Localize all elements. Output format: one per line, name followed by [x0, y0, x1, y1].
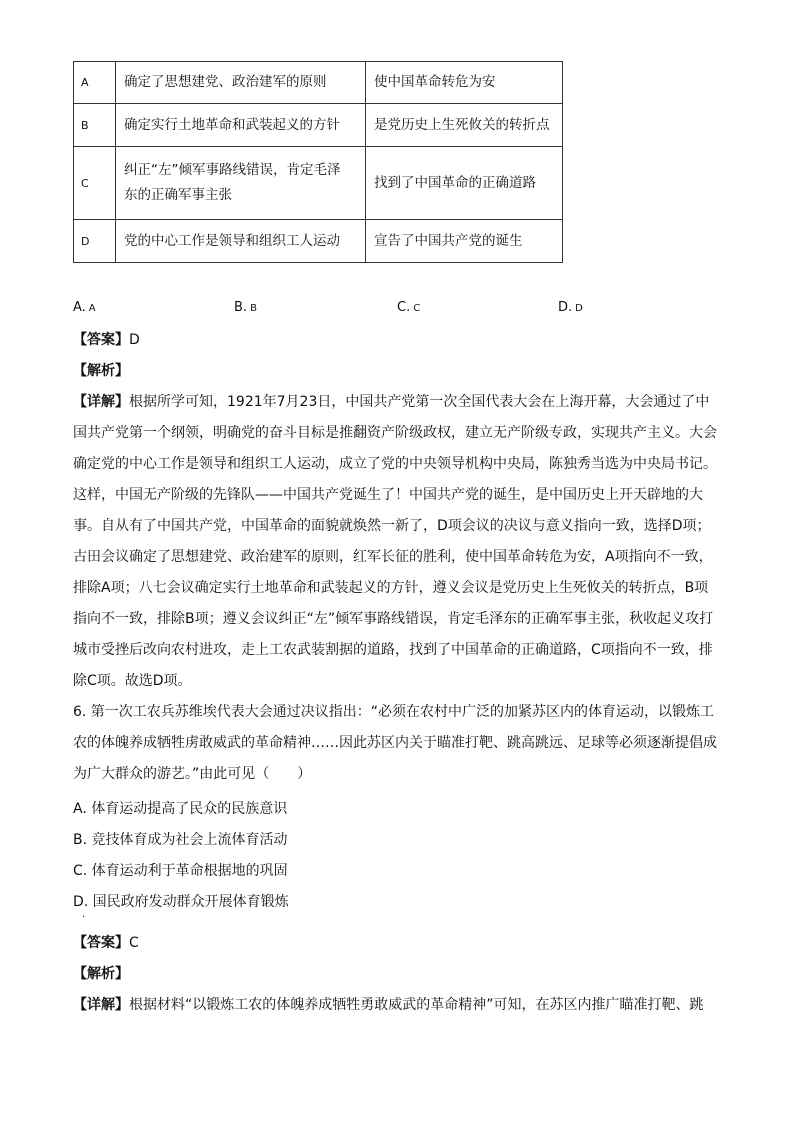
- q6-explanation: [73, 990, 723, 1021]
- q6-option-c: C. 体育运动利于革命根据地的巩固: [73, 863, 288, 879]
- text-line: 排除A项；八七会议确定实行土地革命和武装起义的方针，遵义会议是党历史上生死攸关的转折点，B项: [73, 580, 709, 596]
- cell-line: 东的正确军事主张: [124, 187, 232, 203]
- meeting-content-cell: 确定实行土地革命和武装起义的方针: [116, 104, 366, 147]
- answer-choices: [0, 300, 794, 320]
- q6-option-a: A. 体育运动提高了民众的民族意识: [73, 801, 288, 817]
- option-letter: C: [74, 147, 116, 220]
- choice-a: A. A: [73, 300, 96, 315]
- text-line: 【详解】根据材料“以锻炼工农的体魄养成牺牲勇敢威武的革命精神”可知，在苏区内推广瞄准打靶、跳: [73, 997, 704, 1013]
- question-6-stem: [73, 697, 723, 790]
- q6-option-b: B. 竞技体育成为社会上流体育活动: [73, 832, 288, 848]
- explanation-paragraph: [73, 387, 723, 697]
- table-row: [74, 104, 563, 147]
- text-line: 除C项。故选D项。: [73, 673, 192, 689]
- text-line: 这样，中国无产阶级的先锋队——中国共产党诞生了！中国共产党的诞生，是中国历史上开天辟地的大: [73, 487, 703, 503]
- meeting-content-cell: 党的中心工作是领导和组织工人运动: [116, 220, 366, 263]
- choice-b: B. B: [234, 300, 257, 315]
- table-row: [74, 147, 563, 220]
- significance-cell: 宣告了中国共产党的诞生: [366, 220, 563, 263]
- cell-line: 纠正“左”倾军事路线错误，肯定毛泽: [124, 162, 341, 178]
- q6-answer-line: 【答案】C: [73, 935, 139, 951]
- text-line: 农的体魄养成牺牲虏敢威武的革命精神……因此苏区内关于瞄准打靶、跳高跳远、足球等必须逐渐提倡成: [73, 735, 717, 751]
- meeting-content-cell: [116, 147, 366, 220]
- stray-dot: .: [82, 909, 86, 920]
- significance-cell: 是党历史上生死攸关的转折点: [366, 104, 563, 147]
- significance-cell: 使中国革命转危为安: [366, 62, 563, 104]
- text-line: 指向不一致，排除B项；遵义会议纠正“左”倾军事路线错误，肯定毛泽东的正确军事主张，秋收起义攻打: [73, 611, 714, 627]
- choice-d: D. D: [558, 300, 583, 315]
- answer-line: 【答案】D: [73, 332, 140, 348]
- q6-option-d: D. 国民政府发动群众开展体育锻炼: [73, 894, 289, 910]
- text-line: 古田会议确定了思想建党、政治建军的原则，红军长征的胜利，使中国革命转危为安，A项指向不一致，: [73, 549, 713, 565]
- options-table: [73, 61, 563, 263]
- choice-c: C. C: [397, 300, 421, 315]
- meeting-content-cell: 确定了思想建党、政治建军的原则: [116, 62, 366, 104]
- significance-cell: 找到了中国革命的正确道路: [366, 147, 563, 220]
- table-row: [74, 62, 563, 104]
- text-line: 国共产党第一个纲领，明确党的奋斗目标是推翻资产阶级政权，建立无产阶级专政，实现共产主义。大会: [73, 425, 717, 441]
- text-line: 为广大群众的游艺。”由此可见（ ）: [73, 766, 312, 782]
- option-letter: D: [74, 220, 116, 263]
- text-line: 确定党的中心工作是领导和组织工人运动，成立了党的中央领导机构中央局，陈独秀当选为中央局书记。: [73, 456, 717, 472]
- text-line: 【详解】根据所学可知，1921年7月23日，中国共产党第一次全国代表大会在上海开幕，大会通过了中: [73, 394, 710, 410]
- analysis-label: 【解析】: [73, 363, 129, 379]
- q6-analysis-label: 【解析】: [73, 966, 129, 982]
- text-line: 6. 第一次工农兵苏维埃代表大会通过决议指出：“必须在农村中广泛的加紧苏区内的体育运动，以锻炼工: [73, 704, 715, 720]
- text-line: 事。自从有了中国共产党，中国革命的面貌就焕然一新了，D项会议的决议与意义指向一致，选择D项；: [73, 518, 711, 534]
- table-row: [74, 220, 563, 263]
- option-letter: B: [74, 104, 116, 147]
- option-letter: A: [74, 62, 116, 104]
- text-line: 城市受挫后改向农村进攻，走上工农武装割据的道路，找到了中国革命的正确道路，C项指向不一致，排: [73, 642, 713, 658]
